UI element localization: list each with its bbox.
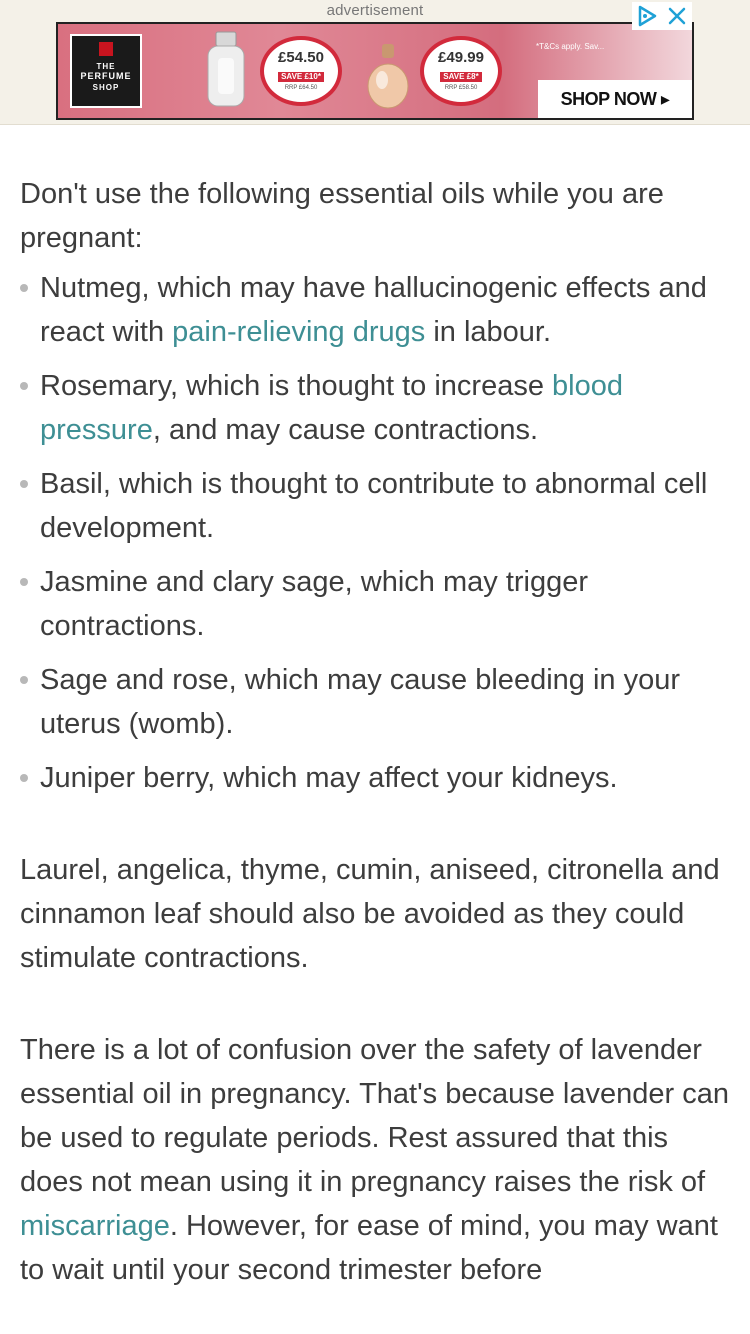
- avoid-paragraph: Laurel, angelica, thyme, cumin, aniseed, citronella and cinnamon leaf should also be avoided as they could stimulate contractions.: [20, 854, 720, 974]
- item-text: Sage and rose, which may cause bleeding in your uterus (womb).: [40, 664, 680, 740]
- item-text: in labour.: [425, 316, 552, 348]
- logo-line-2: PERFUME: [80, 71, 132, 81]
- list-item: [20, 560, 732, 648]
- perfume-shop-logo[interactable]: [70, 34, 142, 108]
- lavender-text-end: . However, for ease of mind, you may want to wait until your second trimester before: [20, 1210, 718, 1286]
- list-item: [20, 364, 732, 452]
- ad-banner[interactable]: [56, 22, 694, 120]
- list-item: [20, 658, 732, 746]
- save-1: SAVE £10*: [278, 72, 324, 82]
- bullet-icon: [20, 676, 28, 684]
- price-1: £54.50: [278, 49, 324, 66]
- price-badge-2: [420, 36, 502, 106]
- save-2: SAVE £8*: [440, 72, 481, 82]
- pain-relieving-drugs-link[interactable]: pain-relieving drugs: [172, 316, 426, 348]
- lavender-text: There is a lot of confusion over the safety of lavender essential oil in pregnancy. That's because lavender can be used to regulate periods. Rest assured that this does not mean using it in pregnancy raises the risk of: [20, 1034, 729, 1198]
- ad-label: advertisement: [326, 2, 424, 19]
- logo-line-3: SHOP: [92, 83, 120, 92]
- logo-mark-icon: [99, 42, 113, 56]
- close-icon[interactable]: [662, 2, 692, 30]
- bullet-icon: [20, 480, 28, 488]
- item-text: Juniper berry, which may affect your kidneys.: [40, 762, 618, 794]
- bullet-icon: [20, 774, 28, 782]
- adchoices-icon[interactable]: [632, 2, 662, 30]
- item-text: Nutmeg, which may have hallucinogenic effects and react with: [40, 272, 707, 348]
- bullet-icon: [20, 578, 28, 586]
- item-text: Jasmine and clary sage, which may trigger contractions.: [40, 566, 589, 642]
- oils-list: [20, 266, 732, 800]
- shop-now-button[interactable]: SHOP NOW ▸: [538, 80, 692, 118]
- blood-pressure-link[interactable]: blood pressure: [40, 370, 623, 446]
- article-body: [20, 172, 732, 1292]
- bullet-icon: [20, 382, 28, 390]
- list-item: [20, 756, 732, 800]
- perfume-bottle-icon: [364, 42, 412, 112]
- intro-paragraph: Don't use the following essential oils while you are pregnant:: [20, 178, 664, 254]
- item-text: Basil, which is thought to contribute to abnormal cell development.: [40, 468, 708, 544]
- list-item: [20, 462, 732, 550]
- logo-line-1: THE: [96, 62, 116, 71]
- bullet-icon: [20, 284, 28, 292]
- ad-strip: [0, 0, 750, 125]
- miscarriage-link[interactable]: miscarriage: [20, 1210, 170, 1242]
- price-badge-1: [260, 36, 342, 106]
- perfume-bottle-icon: [204, 30, 248, 110]
- item-text: Rosemary, which is thought to increase: [40, 370, 553, 402]
- lavender-paragraph: [20, 1028, 732, 1292]
- rrp-2: RRP £58.50: [444, 85, 478, 91]
- terms-text: *T&Cs apply. Sav...: [536, 42, 605, 51]
- item-text: , and may cause contractions.: [152, 414, 539, 446]
- rrp-1: RRP £64.50: [284, 85, 318, 91]
- price-2: £49.99: [438, 49, 484, 66]
- list-item: [20, 266, 732, 354]
